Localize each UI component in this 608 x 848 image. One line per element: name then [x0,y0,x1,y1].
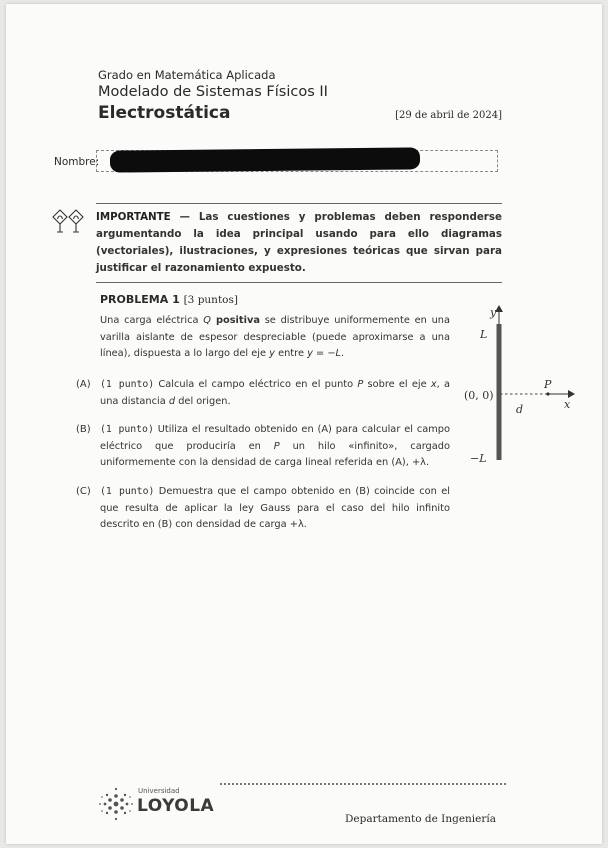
footer-divider [220,783,506,785]
intro-y: y [269,348,275,359]
rod-diagram [452,296,582,472]
problem-heading [100,293,238,306]
problem-title: PROBLEMA 1 [100,293,180,306]
p-label: P [544,378,552,391]
redaction-mark [110,147,420,172]
important-text: — Las cuestiones y problemas deben responderse argumentando la idea principal usando para ello diagramas (vectoriales), ilustraciones, y expresiones teóricas que sirvan para justificar el razonamiento expuesto. [96,211,502,274]
question-b [76,422,450,472]
intro-text-1: Una carga eléctrica [100,315,204,326]
question-a-text-1: Calcula el campo eléctrico en el punto [154,379,358,390]
course-title: Modelado de Sistemas Físicos II [98,84,328,100]
important-lead: IMPORTANTE [96,211,171,223]
question-a-text-2: sobre el eje [363,379,431,390]
question-b-p: P [273,440,280,452]
topic-title: Electrostática [98,103,231,123]
question-a-p: P [357,379,364,390]
point-p [546,392,549,395]
logo-big-text: LOYOLA [137,796,215,816]
intro-text-3: entre [274,348,308,359]
intro-text-2: se distribuye uniformemente en una varilla aislante de espesor despreciable (puede aproximarse a una línea), dispuesta a lo largo del eje [100,315,450,359]
question-c [76,484,450,534]
question-c-points: (1 punto) [100,486,155,497]
y-axis-label: y [490,306,497,319]
question-a-d: d [168,395,176,407]
intro-range: y = −L [307,348,342,359]
question-b-points: (1 punto) [100,424,154,435]
top-label: L [480,328,488,341]
question-a-points: (1 punto) [100,379,155,390]
question-b-text-2: un hilo «infinito», cargado uniformemente con la densidad de carga lineal referida en (A), +λ. [100,440,450,468]
question-c-text-1: Demuestra que el campo obtenido en (B) coincide con el que resulta de aplicar la ley Gauss para el caso del hilo infinito descrito en (B) con densidad de carga +λ. [100,486,450,530]
question-b-label: (B) [76,424,91,435]
question-b-text-1: Utiliza el resultado obtenido en (A) para calcular el campo eléctrico que produciría en [100,424,450,452]
question-c-label: (C) [76,486,91,497]
department-name: Departamento de Ingeniería [344,813,496,825]
intro-q: Q [203,315,211,326]
intro-bold: positiva [210,315,260,326]
important-notice [96,203,502,283]
warning-signs-icon [52,208,86,234]
bottom-label: −L [470,452,487,465]
intro-end: . [341,348,345,359]
problem-intro [100,313,450,363]
question-a [76,377,451,410]
x-axis-label: x [564,398,571,411]
exam-sheet [6,4,602,844]
d-label: d [516,403,524,416]
question-a-label: (A) [76,379,91,390]
origin-label: (0, 0) [464,389,494,402]
exam-date: [29 de abril de 2024] [395,110,502,121]
question-a-text-3: , a una distancia [100,379,451,407]
logo-small-text: Universidad [138,787,180,795]
question-a-text-4: del origen. [175,395,231,407]
charged-rod [497,324,502,460]
problem-points: [3 puntos] [183,294,238,306]
name-label: Nombre: [54,156,100,168]
degree-title: Grado en Matemática Aplicada [98,68,276,82]
question-a-x: x [430,379,437,390]
